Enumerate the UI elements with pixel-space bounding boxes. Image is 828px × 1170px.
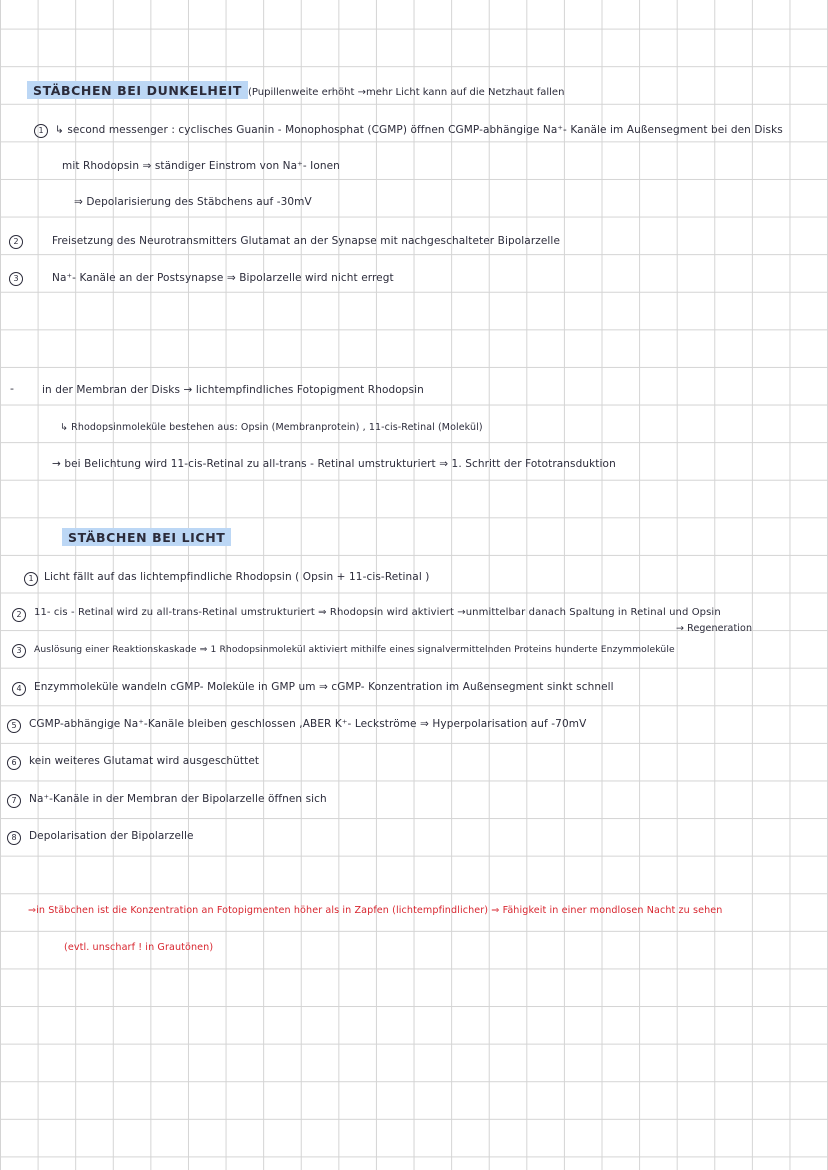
step-number-4: 4 (12, 682, 26, 696)
step-subtext: → Regeneration (676, 623, 753, 634)
conclusion-line: ⇒in Stäbchen ist die Konzentration an Fotopigmenten höher als in Zapfen (lichtempfindlicher) ⇒ Fähigkeit in einer mondlosen Nacht zu sehen (28, 905, 723, 916)
step-text: Depolarisation der Bipolarzelle (29, 830, 194, 842)
step-number-3: 3 (9, 272, 23, 286)
step-number-3: 3 (12, 644, 26, 658)
step-number-2: 2 (9, 235, 23, 249)
step-number-2: 2 (12, 608, 26, 622)
note-text: in der Membran der Disks → lichtempfindliches Fotopigment Rhodopsin (42, 384, 424, 396)
step-text: Auslösung einer Reaktionskaskade ⇒ 1 Rhodopsinmolekül aktiviert mithilfe eines signalvermittelnden Proteins hunderte Enzymmoleküle (34, 644, 675, 655)
step-text: Freisetzung des Neurotransmitters Glutamat an der Synapse mit nachgeschalteter Bipolarzelle (52, 235, 561, 247)
step-text: ↳ second messenger : cyclisches Guanin - Monophosphat (CGMP) öffnen CGMP-abhängige Na⁺- Kanäle im Außensegment bei den Disks (55, 124, 783, 136)
step-number-7: 7 (7, 794, 21, 808)
step-text: 11- cis - Retinal wird zu all-trans-Retinal umstrukturiert ⇒ Rhodopsin wird aktiviert →unmittelbar danach Spaltung in Retinal und Opsin (34, 607, 721, 618)
step-text: Na⁺-Kanäle in der Membran der Bipolarzelle öffnen sich (29, 793, 327, 805)
heading-dunkelheit: STÄBCHEN BEI DUNKELHEIT (27, 81, 248, 99)
heading-licht: STÄBCHEN BEI LICHT (62, 528, 231, 546)
step-text: Licht fällt auf das lichtempfindliche Rhodopsin ( Opsin + 11-cis-Retinal ) (44, 571, 430, 583)
bullet-dash: - (10, 382, 14, 395)
step-number-1: 1 (34, 124, 48, 138)
conclusion-line: (evtl. unscharf ! in Grautönen) (64, 942, 214, 953)
step-number-1: 1 (24, 572, 38, 586)
heading-note-pupille: (Pupillenweite erhöht →mehr Licht kann auf die Netzhaut fallen (248, 87, 565, 98)
step-text: kein weiteres Glutamat wird ausgeschüttet (29, 755, 260, 767)
step-text: ⇒ Depolarisierung des Stäbchens auf -30mV (74, 196, 312, 208)
step-number-5: 5 (7, 719, 21, 733)
step-number-6: 6 (7, 756, 21, 770)
note-text: ↳ Rhodopsinmoleküle bestehen aus: Opsin (Membranprotein) , 11-cis-Retinal (Molekül) (60, 422, 483, 433)
step-text: Na⁺- Kanäle an der Postsynapse ⇒ Bipolarzelle wird nicht erregt (52, 272, 394, 284)
note-text: → bei Belichtung wird 11-cis-Retinal zu all-trans - Retinal umstrukturiert ⇒ 1. Schritt der Fototransduktion (52, 458, 616, 470)
step-text: mit Rhodopsin ⇒ ständiger Einstrom von Na⁺- Ionen (62, 160, 340, 172)
step-text: CGMP-abhängige Na⁺-Kanäle bleiben geschlossen ,ABER K⁺- Leckströme ⇒ Hyperpolarisation auf -70mV (29, 718, 587, 730)
step-text: Enzymmoleküle wandeln cGMP- Moleküle in GMP um ⇒ cGMP- Konzentration im Außensegment sinkt schnell (34, 681, 614, 693)
step-number-8: 8 (7, 831, 21, 845)
